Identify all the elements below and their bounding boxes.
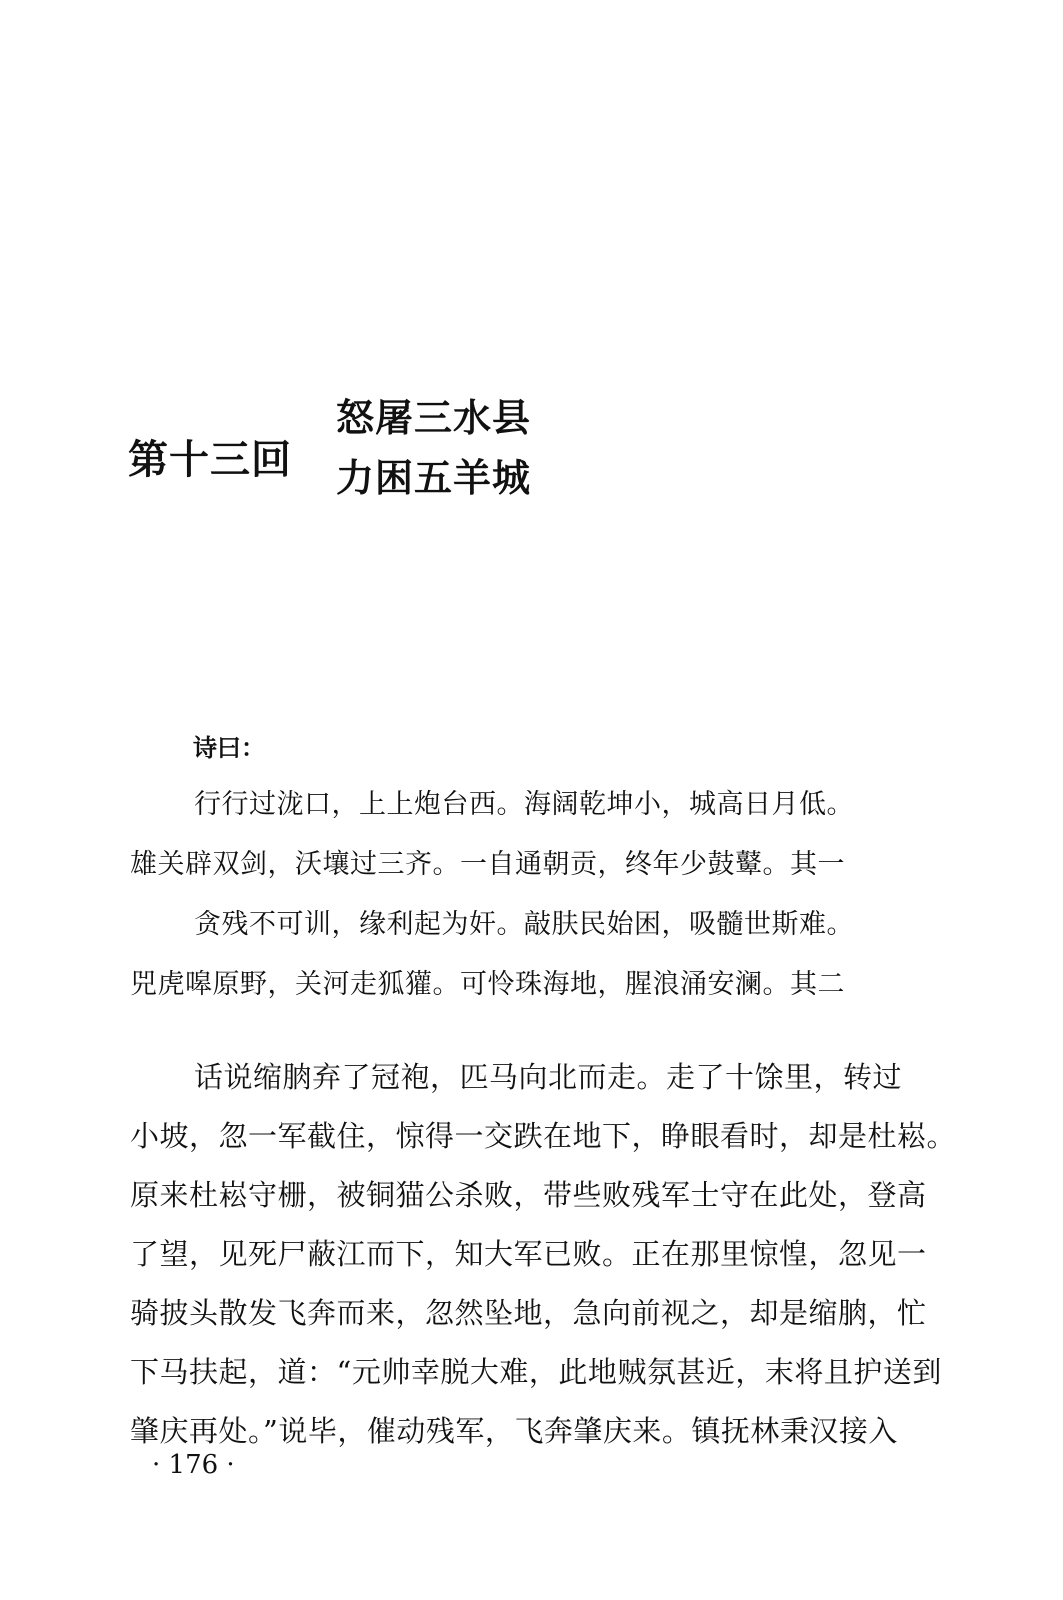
prose-line: 小坡，忽一军截住，惊得一交跌在地下，睁眼看时，却是杜崧。 — [130, 1119, 957, 1153]
prose-line: 原来杜崧守栅，被铜猫公杀败，带些败残军士守在此处，登高 — [130, 1178, 927, 1212]
chapter-title — [336, 388, 531, 508]
prose-line: 话说缩朒弃了冠袍，匹马向北而走。走了十馀里，转过 — [194, 1060, 903, 1094]
chapter-heading — [128, 388, 648, 518]
prose-line: 肇庆再处。”说毕，催动残军，飞奔肇庆来。镇抚林秉汉接入 — [130, 1414, 898, 1448]
poem-line: 贪残不可训，缘利起为奸。敲肤民始困，吸髓世斯难。 — [194, 909, 854, 940]
chapter-title-line-2: 力困五羊城 — [336, 455, 532, 500]
poem-heading: 诗曰： — [193, 733, 265, 762]
poem-block — [130, 775, 955, 1015]
prose-paragraph — [130, 1048, 955, 1461]
chapter-title-line-1: 怒屠三水县 — [336, 395, 532, 440]
poem-line: 雄关辟双剑，沃壤过三齐。一自通朝贡，终年少鼓鼙。其一 — [130, 849, 845, 880]
poem-line: 行行过泷口，上上炮台西。海阔乾坤小，城高日月低。 — [194, 789, 854, 820]
poem-line: 兕虎嗥原野，关河走狐獾。可怜珠海地，腥浪涌安澜。其二 — [130, 969, 845, 1000]
chapter-number: 第十三回 — [128, 436, 292, 483]
prose-line: 下马扶起，道：“元帅幸脱大难，此地贼氛甚近，末将且护送到 — [130, 1355, 942, 1389]
prose-line: 了望，见死尸蔽江而下，知大军已败。正在那里惊惶，忽见一 — [130, 1237, 927, 1271]
prose-line: 骑披头散发飞奔而来，忽然坠地，急向前视之，却是缩朒，忙 — [130, 1296, 927, 1330]
page-number: · 176 · — [152, 1450, 235, 1480]
